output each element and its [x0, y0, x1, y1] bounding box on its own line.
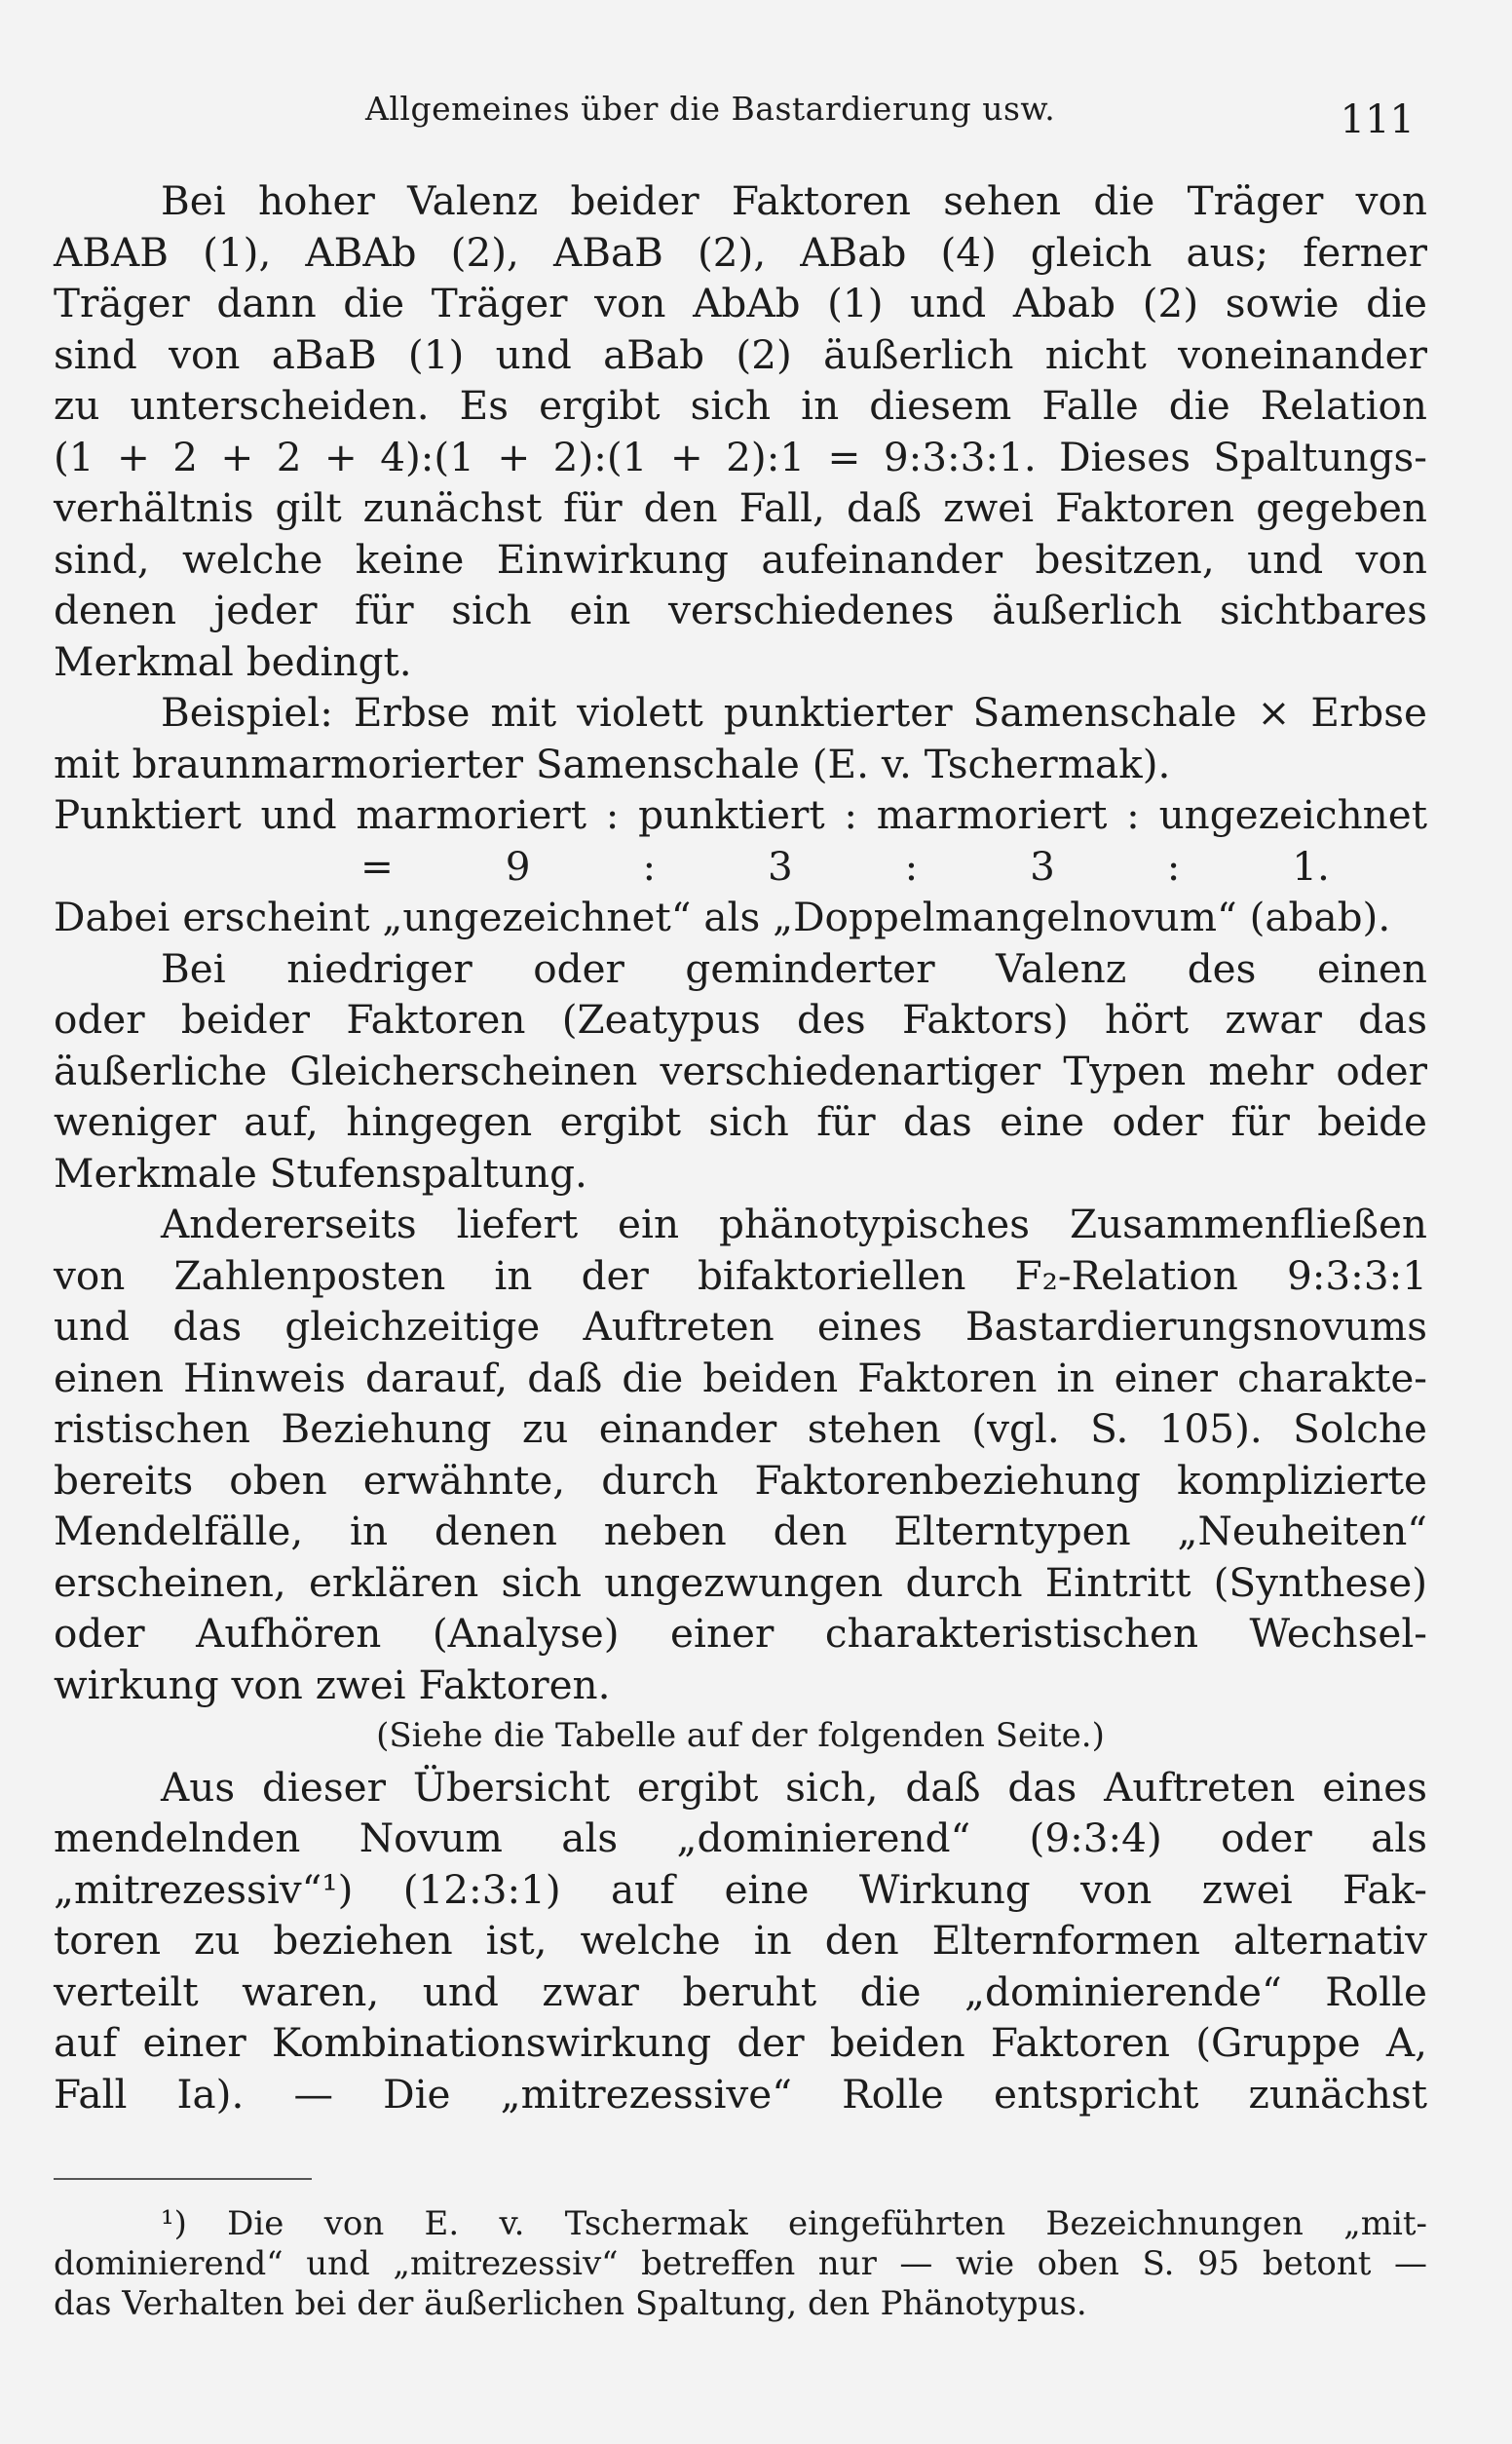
footnote-line: dominierend“ und „mitrezessiv“ betreffen nur — wie oben S. 95 betont —	[54, 2244, 1427, 2283]
body-text	[54, 175, 1427, 2119]
text-line: ABAB (1), ABAb (2), ABaB (2), ABab (4) gleich aus; ferner	[54, 228, 1427, 276]
text-line: oder beider Faktoren (Zeatypus des Faktors) hört zwar das	[54, 996, 1427, 1043]
text-line: erscheinen, erklären sich ungezwungen durch Eintritt (Synthese)	[54, 1558, 1427, 1606]
text-line: oder Aufhören (Analyse) einer charakteristischen Wechsel-	[54, 1610, 1427, 1657]
text-line: Träger dann die Träger von AbAb (1) und Abab (2) sowie die	[54, 280, 1427, 326]
text-line: sind von aBaB (1) und aBab (2) äußerlich nicht voneinander	[54, 330, 1427, 378]
ratio-cell: 3	[767, 842, 793, 890]
ratio-row	[54, 841, 1427, 893]
text-line: mendelnden Novum als „dominierend“ (9:3:4) oder als	[54, 1814, 1427, 1861]
text-line: von Zahlenposten in der bifaktoriellen F₂-Relation 9:3:3:1	[54, 1251, 1427, 1299]
text-line: mit braunmarmorierter Samenschale (E. v. Tschermak).	[54, 740, 1171, 787]
text-line: Mendelfälle, in denen neben den Elterntypen „Neuheiten“	[54, 1508, 1427, 1554]
ratio-cell: 9	[505, 842, 531, 890]
ratio-cell: :	[1166, 842, 1181, 890]
text-line: Fall Ia). — Die „mitrezessive“ Rolle entspricht zunächst	[54, 2070, 1427, 2118]
running-title: Allgemeines über die Bastardierung usw.	[365, 90, 1056, 128]
text-line: Bei niedriger oder geminderter Valenz des einen	[161, 944, 1427, 992]
text-line: äußerliche Gleicherscheinen verschiedenartiger Typen mehr oder	[54, 1047, 1427, 1094]
footnote-line: das Verhalten bei der äußerlichen Spaltung, den Phänotypus.	[54, 2284, 1087, 2323]
text-line: weniger auf, hingegen ergibt sich für das eine oder für beide	[54, 1098, 1427, 1145]
text-line: Bei hoher Valenz beider Faktoren sehen die Träger von	[161, 177, 1427, 224]
text-line: einen Hinweis darauf, daß die beiden Faktoren in einer charakte-	[54, 1354, 1427, 1401]
text-line: denen jeder für sich ein verschiedenes äußerlich sichtbares	[54, 587, 1427, 633]
ratio-cell: 1.	[1292, 842, 1330, 890]
text-line: Dabei erscheint „ungezeichnet“ als „Doppelmangelnovum“ (abab).	[54, 894, 1391, 940]
text-line: sind, welche keine Einwirkung aufeinander besitzen, und von	[54, 535, 1427, 583]
text-line: Merkmal bedingt.	[54, 637, 412, 685]
page-number: 111	[1340, 97, 1415, 142]
text-line: ristischen Beziehung zu einander stehen (vgl. S. 105). Solche	[54, 1405, 1427, 1452]
text-line: bereits oben erwähnte, durch Faktorenbeziehung komplizierte	[54, 1456, 1427, 1504]
text-line: Aus dieser Übersicht ergibt sich, daß das Auftreten eines	[161, 1763, 1427, 1811]
text-line: Beispiel: Erbse mit violett punktierter Samenschale × Erbse	[161, 689, 1427, 736]
text-line: auf einer Kombinationswirkung der beiden Faktoren (Gruppe A,	[54, 2019, 1427, 2066]
text-line: Punktiert und marmoriert : punktiert : marmoriert : ungezeichnet	[54, 791, 1427, 838]
text-line: wirkung von zwei Faktoren.	[54, 1661, 611, 1708]
ratio-cell: 3	[1030, 842, 1055, 890]
text-line: verteilt waren, und zwar beruht die „dominierende“ Rolle	[54, 1967, 1427, 2015]
footnote-line: ¹) Die von E. v. Tschermak eingeführten Bezeichnungen „mit-	[161, 2204, 1427, 2243]
footnote	[54, 2204, 1427, 2324]
text-line: Merkmale Stufenspaltung.	[54, 1149, 587, 1197]
text-line: toren zu beziehen ist, welche in den Elternformen alternativ	[54, 1917, 1427, 1964]
text-line: „mitrezessiv“¹) (12:3:1) auf eine Wirkung von zwei Fak-	[54, 1865, 1427, 1913]
text-line: zu unterscheiden. Es ergibt sich in diesem Falle die Relation	[54, 382, 1427, 429]
text-line: verhältnis gilt zunächst für den Fall, daß zwei Faktoren gegeben	[54, 484, 1427, 531]
ratio-cell: :	[904, 842, 919, 890]
text-line: Andererseits liefert ein phänotypisches Zusammenfließen	[161, 1201, 1427, 1247]
ratio-cell: =	[360, 842, 394, 890]
text-line: und das gleichzeitige Auftreten eines Bastardierungsnovums	[54, 1303, 1427, 1350]
footnote-divider	[54, 2178, 312, 2180]
table-reference-note: (Siehe die Tabelle auf der folgenden Seite.)	[376, 1716, 1105, 1755]
ratio-cell: :	[642, 842, 657, 890]
text-line: (1 + 2 + 2 + 4):(1 + 2):(1 + 2):1 = 9:3:3:1. Dieses Spaltungs-	[54, 433, 1427, 480]
